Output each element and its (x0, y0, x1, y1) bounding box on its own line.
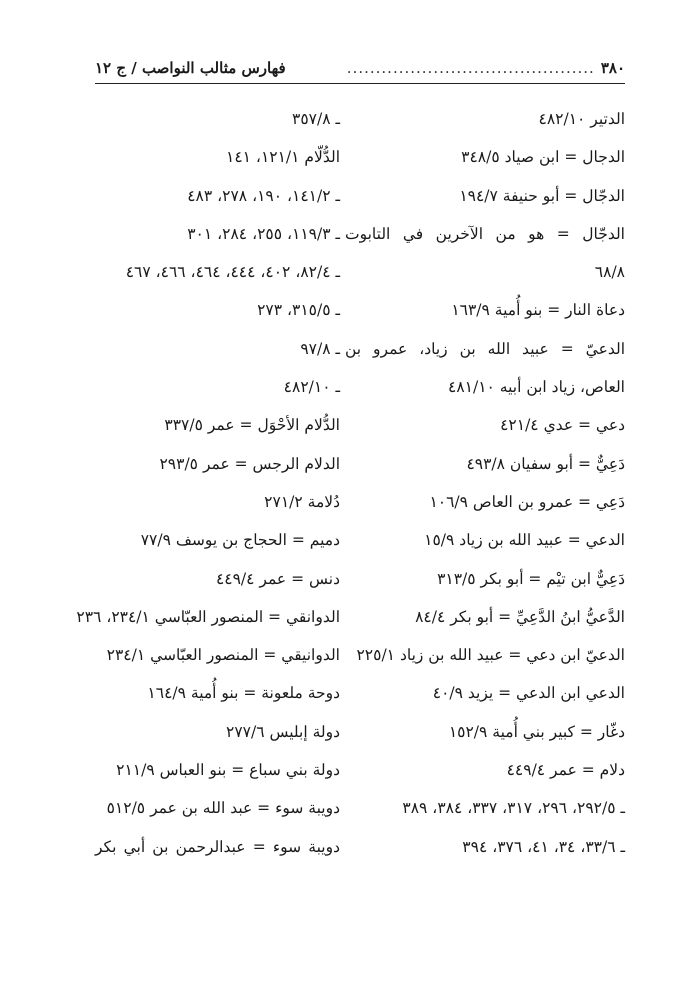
index-entry: دوحة ملعونة = بنو أُمية ١٦٤/٩ (147, 684, 340, 703)
running-title: فهارس مثالب النواصب / ج ١٢ (95, 59, 286, 77)
index-entry: دولة بني سباع = بنو العباس ٢١١/٩ (116, 761, 340, 780)
index-columns (76, 100, 625, 866)
index-entry: الدوانيقي = المنصور العبّاسي ٢٣٤/١ (106, 646, 340, 665)
index-entry: ـ ٣٥٧/٨ (292, 110, 340, 128)
index-entry: الدُّلّام ١٢١/١، ١٤١ (226, 148, 340, 167)
page-number: ٣٨٠ (600, 59, 625, 77)
right-index-column (345, 100, 625, 866)
index-entry: دويبة سوء = عبدالرحمن بن أبي بكر (95, 837, 340, 856)
index-entry: دُلامة ٢٧١/٢ (264, 492, 340, 511)
index-entry: الدلام الرجس = عمر ٢٩٣/٥ (159, 454, 340, 473)
leader-dots: ........................................... (346, 59, 595, 77)
index-entry: دَعِيٌّ = أبو سفيان ٤٩٣/٨ (466, 454, 625, 473)
index-entry: الدعي = عبيد الله بن زياد ١٥/٩ (424, 531, 625, 550)
index-entry: الدجال = ابن صياد ٣٤٨/٥ (461, 148, 625, 167)
index-entry: دلام = عمر ٤٤٩/٤ (506, 761, 625, 780)
index-entry: دَعِيٌّ ابن تيْم = أبو بكر ٣١٣/٥ (437, 569, 625, 588)
index-entry: الدُّلام الأحْوَل = عمر ٣٣٧/٥ (164, 416, 340, 435)
index-entry: الدَّعيُّ ابنُ الدَّعِيِّ = أبو بكر ٨٤/٤ (415, 607, 625, 626)
index-entry: الدوانقي = المنصور العبّاسي ٢٣٤/١، ٢٣٦ (76, 607, 340, 626)
index-entry: دميم = الحجاج بن يوسف ٧٧/٩ (140, 531, 340, 550)
index-entry: ـ ٣١٥/٥، ٢٧٣ (257, 301, 340, 320)
index-entry: ـ ١١٩/٣، ٢٥٥، ٢٨٤، ٣٠١ (187, 224, 340, 243)
header-rule (95, 83, 625, 84)
index-entry: ـ ١٤١/٢، ١٩٠، ٢٧٨، ٤٨٣ (187, 186, 340, 205)
index-entry: دنس = عمر ٤٤٩/٤ (215, 569, 340, 588)
index-entry: دويبة سوء = عبد الله بن عمر ٥١٢/٥ (106, 799, 340, 818)
index-entry: الدعيّ ابن دعي = عبيد الله بن زياد ٢٢٥/١ (356, 646, 625, 665)
index-entry: الدجّال = أبو حنيفة ١٩٤/٧ (459, 186, 625, 205)
index-entry: ـ ٤٨٢/١٠ (283, 378, 340, 397)
index-entry: دَعِي = عمرو بن العاص ١٠٦/٩ (429, 492, 625, 511)
index-entry: الدتير ٤٨٢/١٠ (538, 110, 625, 128)
left-index-column (76, 100, 340, 866)
index-entry: الدعيّ = عبيد الله بن زياد، عمرو بن (345, 339, 625, 358)
index-entry: ـ ٣٣/٦، ٣٤، ٤١، ٣٧٦، ٣٩٤ (462, 837, 625, 856)
index-entry: العاص، زياد ابن أبيه ٤٨١/١٠ (448, 378, 625, 397)
index-entry: ـ ٩٧/٨ (300, 339, 340, 358)
index-entry: دعي = عدي ٤٢١/٤ (500, 416, 625, 435)
index-entry: الدعي ابن الدعي = يزيد ٤٠/٩ (432, 684, 625, 703)
page-header (95, 56, 625, 80)
index-entry: ـ ٢٩٢/٥، ٢٩٦، ٣١٧، ٣٣٧، ٣٨٤، ٣٨٩ (402, 799, 625, 818)
index-entry: الدجّال = هو من الآخرين في التابوت (345, 224, 625, 243)
index-entry: ـ ٨٢/٤، ٤٠٢، ٤٤٤، ٤٦٤، ٤٦٦، ٤٦٧ (125, 263, 340, 282)
index-entry: دعاة النار = بنو أُمية ١٦٣/٩ (451, 301, 625, 320)
index-entry: دولة إبليس ٢٧٧/٦ (226, 722, 340, 741)
index-entry: دغّار = كبير بني أُمية ١٥٢/٩ (448, 722, 625, 741)
index-entry: ٦٨/٨ (594, 263, 625, 282)
